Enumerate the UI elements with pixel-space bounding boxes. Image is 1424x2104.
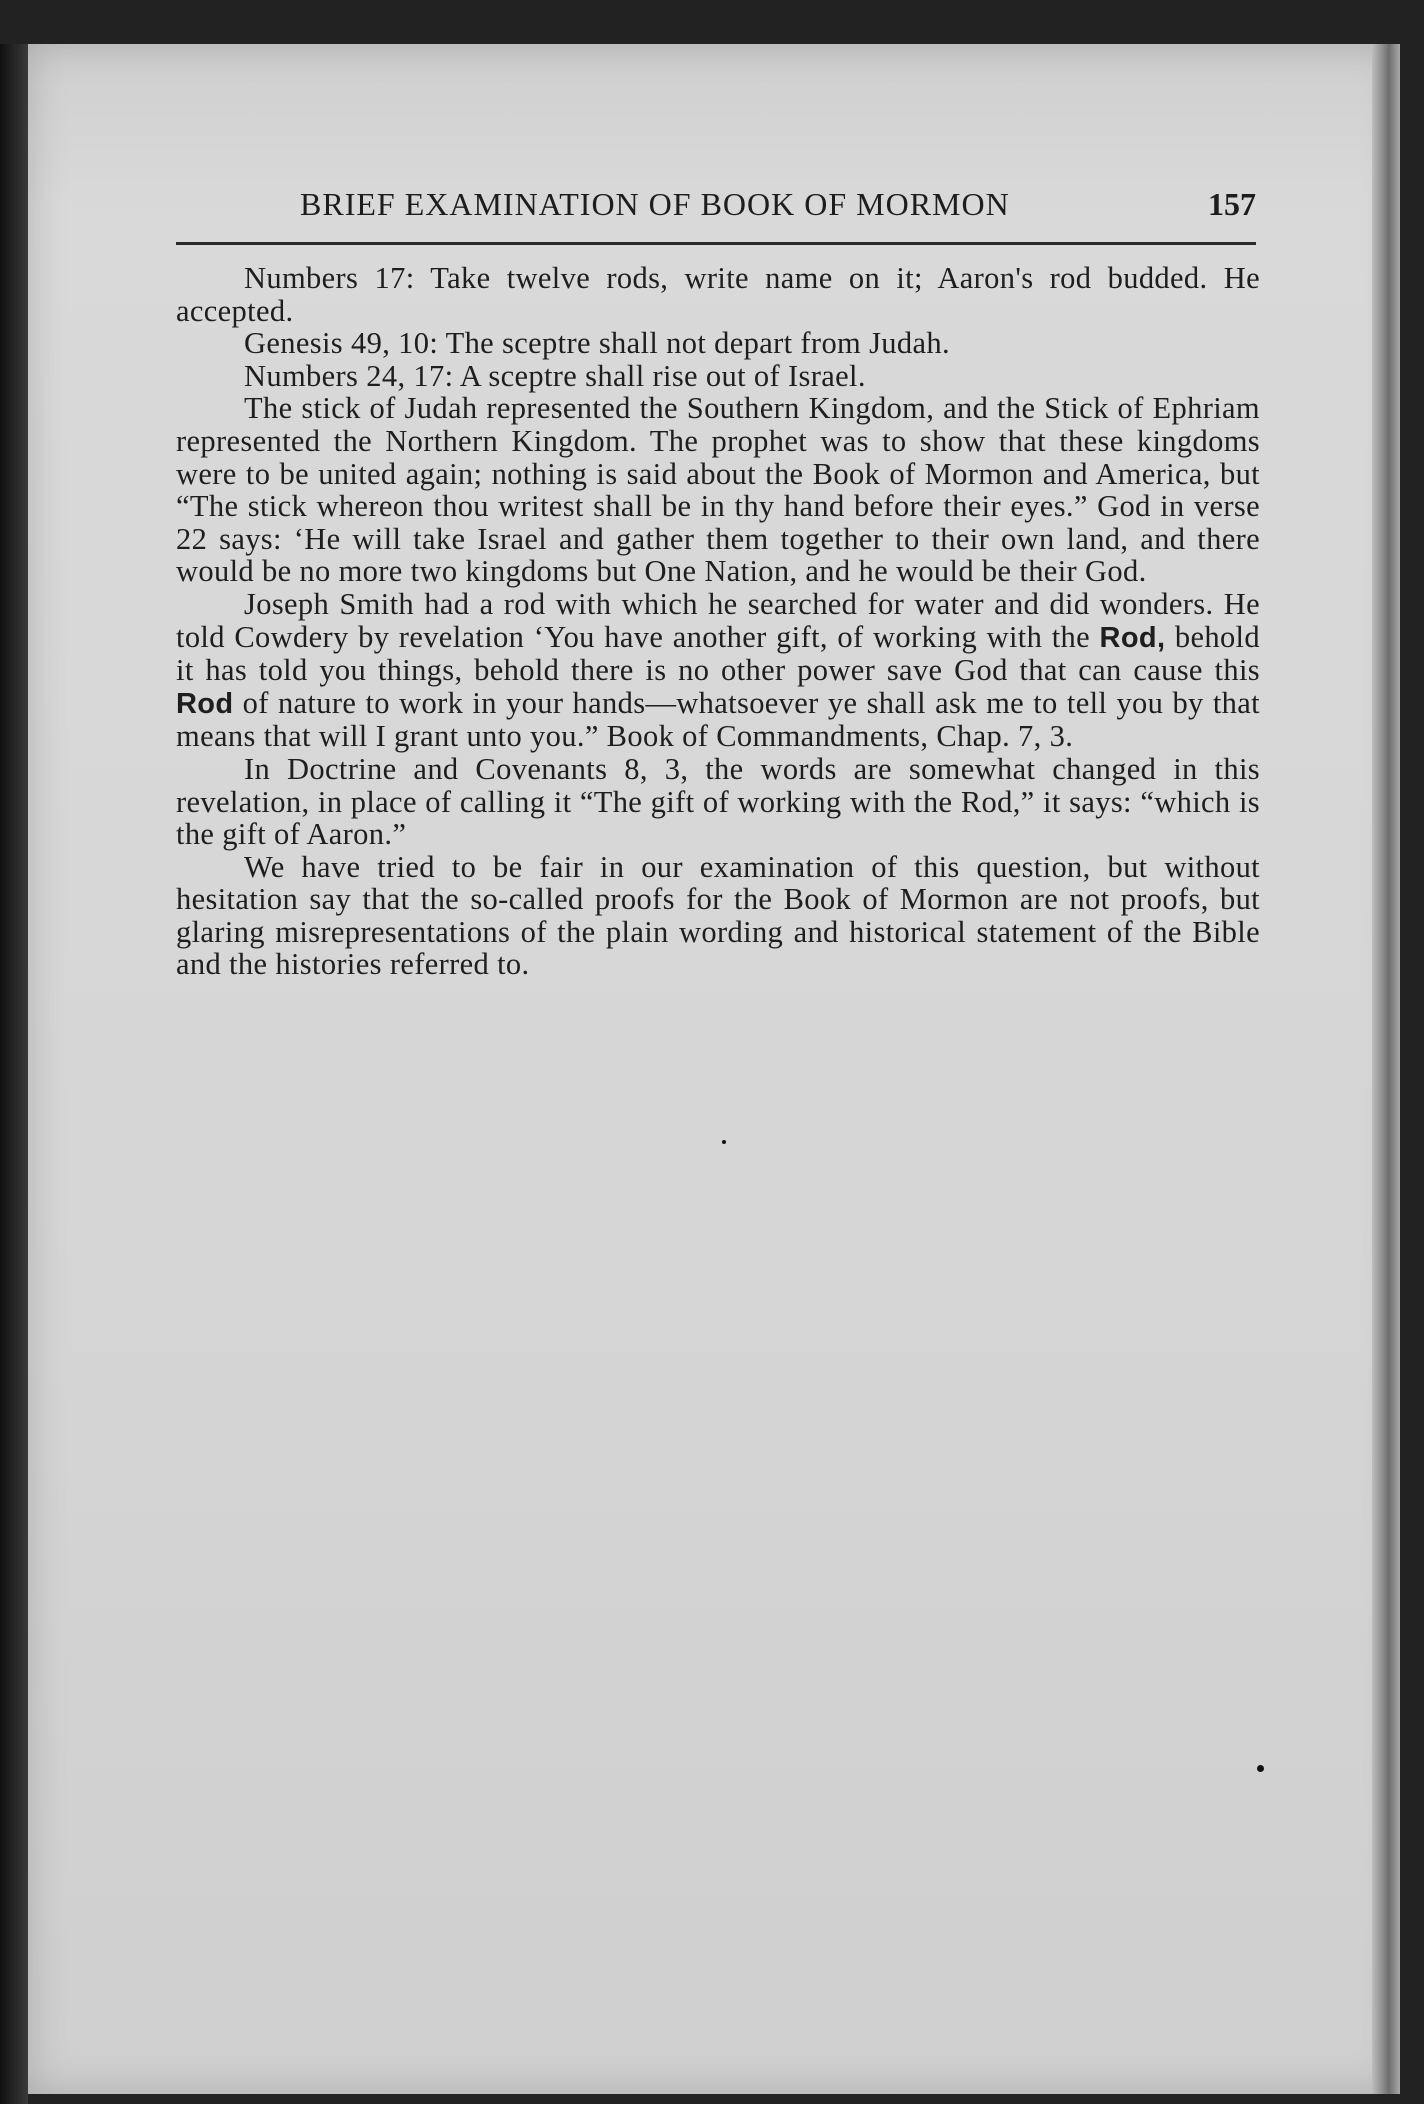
paragraph-numbers-17: Numbers 17: Take twelve rods, write name on it; Aaron's rod budded. He accepted. — [176, 261, 1260, 328]
page-edge — [1372, 44, 1400, 2094]
ink-speck — [1257, 1765, 1264, 1772]
paragraph-numbers-24: Numbers 24, 17: A sceptre shall rise out of Israel. — [244, 358, 866, 393]
joseph-text-3: of nature to work in your hands—whatsoever ye shall ask me to tell you by that means that will I grant unto you.” Book of Commandments, Chap. 7, 3. — [176, 685, 1260, 754]
ink-speck — [722, 1140, 726, 1144]
bold-rod-2: Rod — [176, 687, 234, 720]
book-spine-shadow — [0, 44, 28, 2104]
paragraph-doctrine-and-covenants: In Doctrine and Covenants 8, 3, the words are somewhat changed in this revelation, in place of calling it “The gift of working with the Rod,” it says: “which is the gift of Aaron.” — [176, 751, 1260, 852]
running-head: BRIEF EXAMINATION OF BOOK OF MORMON — [300, 186, 1010, 222]
paragraph-joseph-smith-rod — [176, 588, 1260, 753]
joseph-text-2: behold it has told you things, behold there is no other power save God that can cause this — [176, 619, 1260, 688]
bold-rod-1: Rod, — [1099, 621, 1166, 654]
page-header — [176, 178, 1256, 245]
paragraph-conclusion: We have tried to be fair in our examination of this question, but without hesitation say that the so-called proofs for the Book of Mormon are not proofs, but glaring misrepresentations of the plain wording and historical statement of the Bible and the histories referred to. — [176, 849, 1260, 982]
page-body-text — [176, 262, 1260, 981]
joseph-text-1: Joseph Smith had a rod with which he searched for water and did wonders. He told Cowdery by revelation ‘You have another gift, of working with the — [176, 586, 1260, 654]
paragraph-stick-of-judah: The stick of Judah represented the Southern Kingdom, and the Stick of Ephriam represented the Northern Kingdom. The prophet was to show that these kingdoms were to be united again; nothing is said about the Book of Mormon and America, but “The stick whereon thou writest shall be in thy hand before their eyes.” God in verse 22 says: ‘He will take Israel and gather them together to their own land, and there would be no more two kingdoms but One Nation, and he would be their God. — [176, 391, 1260, 589]
paragraph-genesis-49: Genesis 49, 10: The sceptre shall not depart from Judah. — [244, 326, 950, 361]
page-number: 157 — [1208, 186, 1256, 222]
